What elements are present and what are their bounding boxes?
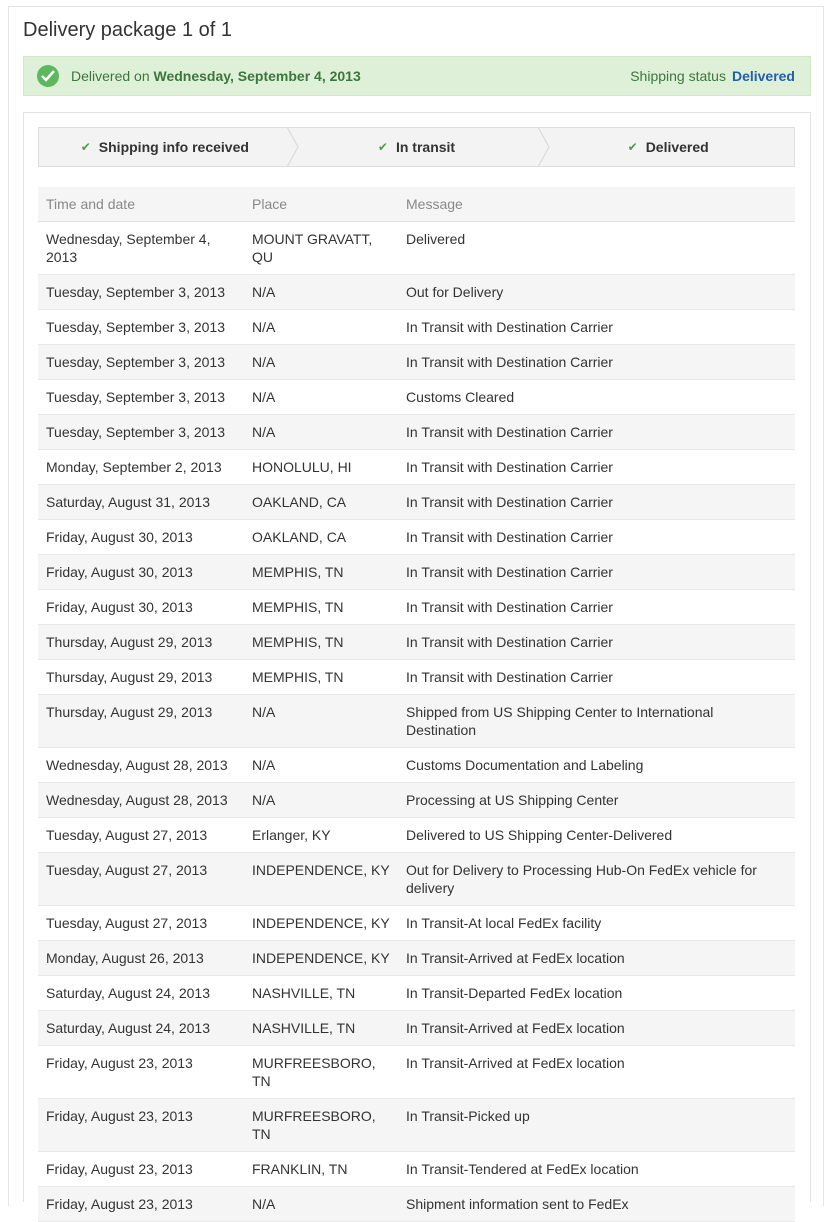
cell-message: In Transit with Destination Carrier (398, 485, 795, 520)
cell-time-date: Thursday, August 29, 2013 (38, 625, 244, 660)
cell-time-date: Friday, August 23, 2013 (38, 1152, 244, 1187)
cell-place: Erlanger, KY (244, 818, 398, 853)
cell-time-date: Friday, August 23, 2013 (38, 1099, 244, 1152)
table-row (38, 380, 795, 415)
table-row (38, 310, 795, 345)
step-shipping-info-received (39, 128, 291, 166)
table-row (38, 906, 795, 941)
table-row (38, 625, 795, 660)
cell-time-date: Friday, August 23, 2013 (38, 1187, 244, 1222)
cell-place: N/A (244, 345, 398, 380)
check-circle-icon (37, 65, 59, 87)
table-row (38, 1099, 795, 1152)
table-row (38, 695, 795, 748)
cell-place: OAKLAND, CA (244, 520, 398, 555)
shipment-progress-steps (38, 127, 795, 167)
cell-time-date: Thursday, August 29, 2013 (38, 660, 244, 695)
cell-time-date: Tuesday, September 3, 2013 (38, 275, 244, 310)
cell-message: In Transit-Picked up (398, 1099, 795, 1152)
cell-time-date: Thursday, August 29, 2013 (38, 695, 244, 748)
cell-place: OAKLAND, CA (244, 485, 398, 520)
table-row (38, 1046, 795, 1099)
table-row (38, 450, 795, 485)
cell-message: In Transit-Departed FedEx location (398, 976, 795, 1011)
step-divider (287, 127, 299, 167)
table-header-row (38, 187, 795, 222)
cell-time-date: Tuesday, September 3, 2013 (38, 380, 244, 415)
cell-time-date: Friday, August 30, 2013 (38, 520, 244, 555)
table-row (38, 853, 795, 906)
cell-message: In Transit with Destination Carrier (398, 555, 795, 590)
cell-message: Out for Delivery (398, 275, 795, 310)
table-row (38, 415, 795, 450)
cell-time-date: Friday, August 30, 2013 (38, 555, 244, 590)
cell-message: Delivered (398, 222, 795, 275)
table-row (38, 818, 795, 853)
cell-place: MOUNT GRAVATT, QU (244, 222, 398, 275)
cell-message: Delivered to US Shipping Center-Delivered (398, 818, 795, 853)
cell-place: N/A (244, 380, 398, 415)
cell-place: N/A (244, 695, 398, 748)
cell-time-date: Tuesday, August 27, 2013 (38, 906, 244, 941)
cell-place: INDEPENDENCE, KY (244, 906, 398, 941)
table-row (38, 1187, 795, 1222)
delivered-on-text (71, 68, 361, 84)
cell-message: Shipment information sent to FedEx (398, 1187, 795, 1222)
cell-place: N/A (244, 275, 398, 310)
cell-time-date: Monday, September 2, 2013 (38, 450, 244, 485)
cell-message: In Transit-Arrived at FedEx location (398, 1046, 795, 1099)
column-header-place: Place (244, 187, 398, 222)
table-row (38, 1152, 795, 1187)
step-label: Shipping info received (98, 139, 249, 155)
cell-message: In Transit-Arrived at FedEx location (398, 1011, 795, 1046)
cell-message: In Transit with Destination Carrier (398, 415, 795, 450)
cell-place: N/A (244, 1187, 398, 1222)
cell-place: NASHVILLE, TN (244, 1011, 398, 1046)
cell-time-date: Wednesday, August 28, 2013 (38, 783, 244, 818)
check-icon: ✔ (627, 140, 638, 154)
cell-place: NASHVILLE, TN (244, 976, 398, 1011)
cell-place: N/A (244, 310, 398, 345)
table-row (38, 555, 795, 590)
table-row (38, 485, 795, 520)
table-row (38, 748, 795, 783)
cell-message: In Transit with Destination Carrier (398, 310, 795, 345)
cell-message: In Transit-Tendered at FedEx location (398, 1152, 795, 1187)
table-row (38, 783, 795, 818)
tracking-events-table (38, 187, 795, 1222)
step-delivered (542, 128, 794, 166)
step-label: In transit (395, 139, 456, 155)
shipping-status-label: Shipping status (630, 68, 726, 84)
cell-time-date: Saturday, August 24, 2013 (38, 976, 244, 1011)
column-header-message: Message (398, 187, 795, 222)
table-row (38, 222, 795, 275)
cell-message: In Transit with Destination Carrier (398, 520, 795, 555)
cell-place: N/A (244, 415, 398, 450)
delivered-date: Wednesday, September 4, 2013 (153, 68, 361, 84)
cell-time-date: Friday, August 23, 2013 (38, 1046, 244, 1099)
step-in-transit (291, 128, 543, 166)
delivered-on-label: Delivered on (71, 68, 150, 84)
cell-place: MURFREESBORO, TN (244, 1099, 398, 1152)
cell-time-date: Saturday, August 31, 2013 (38, 485, 244, 520)
cell-message: Customs Cleared (398, 380, 795, 415)
cell-place: MEMPHIS, TN (244, 660, 398, 695)
cell-place: INDEPENDENCE, KY (244, 853, 398, 906)
table-row (38, 275, 795, 310)
cell-place: MEMPHIS, TN (244, 555, 398, 590)
cell-time-date: Wednesday, August 28, 2013 (38, 748, 244, 783)
cell-time-date: Wednesday, September 4, 2013 (38, 222, 244, 275)
shipping-status (630, 68, 795, 84)
cell-message: In Transit with Destination Carrier (398, 660, 795, 695)
cell-place: MEMPHIS, TN (244, 590, 398, 625)
cell-message: In Transit with Destination Carrier (398, 450, 795, 485)
cell-place: HONOLULU, HI (244, 450, 398, 485)
cell-place: MURFREESBORO, TN (244, 1046, 398, 1099)
cell-time-date: Tuesday, September 3, 2013 (38, 415, 244, 450)
cell-message: In Transit-Arrived at FedEx location (398, 941, 795, 976)
table-row (38, 660, 795, 695)
table-row (38, 1011, 795, 1046)
table-row (38, 590, 795, 625)
shipping-status-value: Delivered (731, 68, 795, 84)
cell-message: Shipped from US Shipping Center to International Destination (398, 695, 795, 748)
cell-message: Out for Delivery to Processing Hub-On FedEx vehicle for delivery (398, 853, 795, 906)
table-row (38, 345, 795, 380)
table-row (38, 941, 795, 976)
cell-time-date: Tuesday, August 27, 2013 (38, 818, 244, 853)
cell-message: Customs Documentation and Labeling (398, 748, 795, 783)
check-icon: ✔ (80, 140, 91, 154)
cell-time-date: Tuesday, September 3, 2013 (38, 345, 244, 380)
step-label: Delivered (645, 139, 709, 155)
cell-message: In Transit with Destination Carrier (398, 345, 795, 380)
cell-time-date: Saturday, August 24, 2013 (38, 1011, 244, 1046)
cell-place: N/A (244, 748, 398, 783)
cell-message: In Transit with Destination Carrier (398, 625, 795, 660)
column-header-time-date: Time and date (38, 187, 244, 222)
cell-time-date: Monday, August 26, 2013 (38, 941, 244, 976)
cell-message: In Transit with Destination Carrier (398, 590, 795, 625)
cell-place: INDEPENDENCE, KY (244, 941, 398, 976)
cell-time-date: Tuesday, August 27, 2013 (38, 853, 244, 906)
check-icon: ✔ (377, 140, 388, 154)
delivery-status-banner (23, 56, 811, 96)
cell-message: Processing at US Shipping Center (398, 783, 795, 818)
cell-time-date: Friday, August 30, 2013 (38, 590, 244, 625)
page-title: Delivery package 1 of 1 (23, 19, 233, 41)
cell-message: In Transit-At local FedEx facility (398, 906, 795, 941)
cell-place: FRANKLIN, TN (244, 1152, 398, 1187)
table-row (38, 976, 795, 1011)
step-divider (538, 127, 550, 167)
table-row (38, 520, 795, 555)
cell-place: N/A (244, 783, 398, 818)
cell-place: MEMPHIS, TN (244, 625, 398, 660)
cell-time-date: Tuesday, September 3, 2013 (38, 310, 244, 345)
